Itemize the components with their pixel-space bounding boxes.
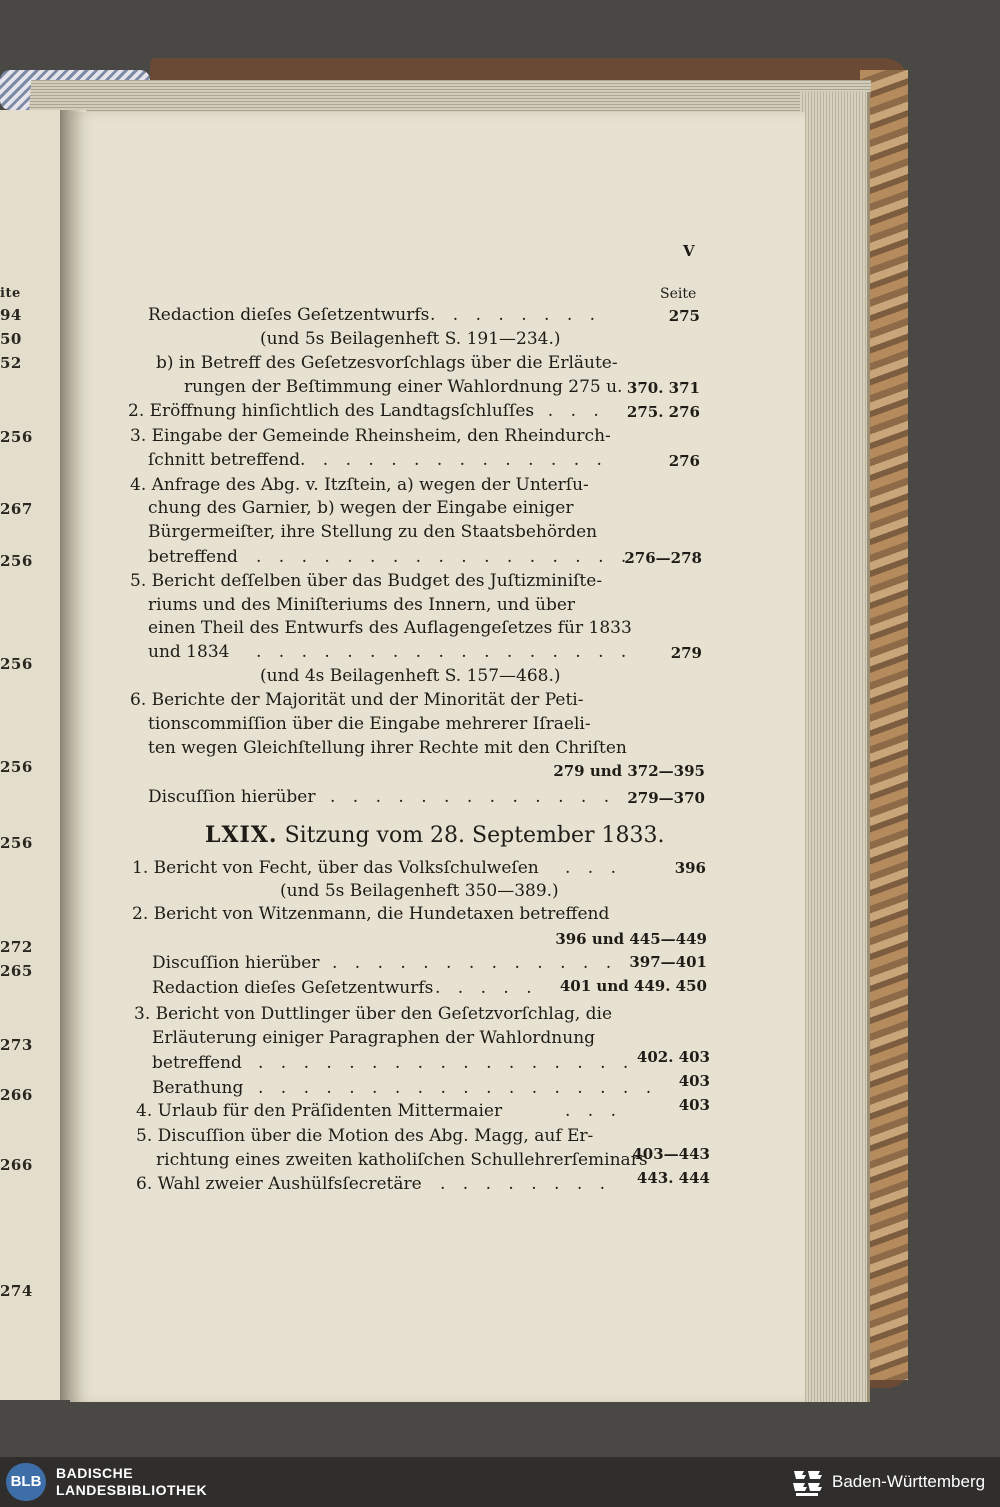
toc-entry-text: (und 5s Beilagenheft S. 191—234.) [260,329,561,349]
library-name-line2: LANDESBIBLIOTHEK [56,1482,208,1498]
toc-entry-text: 6. Wahl zweier Aushülfsſecretäre [136,1174,422,1194]
toc-page-ref: 275 [668,307,700,325]
session-title: Sitzung vom 28. September 1833. [284,823,665,848]
toc-entry-text: Bürgermeiſter, ihre Stellung zu den Staatsbehörden [148,522,598,542]
toc-leader-dots: . . . . . . . . . . . . . . . . . [256,642,633,662]
left-page-number: 256 [0,552,33,570]
toc-entry-text: Discuſſion hierüber [152,953,320,973]
left-page-number: 273 [0,1036,33,1054]
toc-entry-text: 3. Eingabe der Gemeinde Rheinsheim, den Rheindurch- [130,426,611,446]
left-page-number: 256 [0,758,33,776]
toc-page-ref: 396 [674,859,706,877]
toc-entry-text: richtung eines zweiten katholiſchen Schullehrerſeminars [156,1150,648,1170]
toc-entry-text: rungen der Beſtimmung einer Wahlordnung 275 u. [184,377,623,397]
toc-entry-text: 2. Bericht von Witzenmann, die Hundetaxen betreffend [132,904,610,924]
toc-entry-text: betreffend [148,547,238,567]
toc-leader-dots: . . . . . . . . . . . . . [332,953,618,973]
toc-entry-text: 6. Berichte der Majorität und der Minorität der Peti- [130,690,584,710]
toc-leader-dots: . . . . . . . . [430,305,602,325]
toc-entry-text: Discuſſion hierüber [148,787,316,807]
toc-page-ref: 279 [670,644,702,662]
blb-logo[interactable]: BLB [6,1463,46,1501]
toc-entry-text: (und 4s Beilagenheft S. 157—468.) [260,666,561,686]
coat-of-arms-icon [790,1465,824,1499]
toc-page-ref: 403—443 [632,1145,710,1163]
toc-entry-text: (und 5s Beilagenheft 350—389.) [280,881,559,901]
toc-entry-text: und 1834 [148,642,230,662]
toc-entry-text: 3. Bericht von Duttlinger über den Geſetzvorſchlag, die [134,1004,613,1024]
toc-entry-text: Berathung [152,1078,244,1098]
toc-page-ref: 279 und 372—395 [553,762,705,780]
page-block-fore-edge [800,92,870,1402]
left-page-number: 266 [0,1156,33,1174]
left-page-number: 256 [0,428,33,446]
toc-page-ref: 403 [678,1072,710,1090]
seite-label: Seite [660,286,697,302]
toc-page-ref: 403 [678,1096,710,1114]
toc-entry-text: einen Theil des Entwurfs des Auflagengeſetzes für 1833 [148,618,632,638]
left-page-number: 274 [0,1282,33,1300]
left-page-number: 256 [0,655,33,673]
toc-page-ref: 276 [668,452,700,470]
toc-leader-dots: . . . . . . . . . . . . . . . . . [258,1053,635,1073]
library-name[interactable] [56,1465,207,1499]
toc-leader-dots: . . . . . . . . . . . . . . . . . . [258,1078,658,1098]
toc-leader-dots: . . . . . [435,978,538,998]
footer-bar [0,1457,1000,1507]
toc-page-ref: 402. 403 [636,1048,710,1066]
session-roman-numeral: LXIX. [205,822,278,848]
left-header-fragment: ite [0,286,21,301]
toc-entry-text: ſchnitt betreffend [148,450,301,470]
toc-entry-text: 2. Eröffnung hinſichtlich des Landtagsſchluſſes [128,401,535,421]
toc-entry-text: 1. Bericht von Fecht, über das Volksſchulweſen [132,858,539,878]
toc-entry-text: Redaction dieſes Geſetzentwurfs [152,978,434,998]
page-block-top-edge [29,80,872,116]
toc-entry-text: chung des Garnier, b) wegen der Eingabe einiger [148,498,574,518]
toc-leader-dots: . . . [565,858,623,878]
toc-page-ref: 396 und 445—449 [555,930,707,948]
page-marker: V [683,242,695,260]
toc-entry-text: 5. Bericht deſſelben über das Budget des Juſtizminiſte- [130,571,603,591]
left-page-number: 52 [0,354,22,372]
toc-leader-dots: . . . . [525,401,605,421]
toc-entry-text: 5. Discuſſion über die Motion des Abg. Magg, auf Er- [136,1126,594,1146]
toc-entry-text: Erläuterung einiger Paragraphen der Wahlordnung [152,1028,596,1048]
toc-entry-text: tionscommiſſion über die Eingabe mehrerer Iſraeli- [148,714,591,734]
left-page-number: 266 [0,1086,33,1104]
toc-leader-dots: . . . . . . . . . . . . . . . . . [256,547,633,567]
toc-page-ref: 397—401 [629,953,707,971]
toc-leader-dots: . . . [565,1101,623,1121]
left-page-number: 272 [0,938,33,956]
toc-leader-dots: . . . . . . . . . . . . . . [300,450,608,470]
toc-entry-text: 4. Anfrage des Abg. v. Itzſtein, a) wegen der Unterſu- [130,475,589,495]
toc-page-ref: 279—370 [627,789,705,807]
toc-page-ref: 275. 276 [626,403,700,421]
toc-leader-dots: . . . . . . . . . . . . . [330,787,616,807]
left-page-number: 256 [0,834,33,852]
toc-entry-text: betreffend [152,1053,242,1073]
state-name[interactable]: Baden-Württemberg [832,1472,986,1491]
left-page-number: 267 [0,500,33,518]
toc-entry-text: riums und des Miniſteriums des Innern, und über [148,595,576,615]
left-page-number: 94 [0,306,22,324]
toc-page-ref: 276—278 [624,549,702,567]
left-page-number: 265 [0,962,33,980]
toc-entry-text: ten wegen Gleichſtellung ihrer Rechte mit den Chriſten [148,738,627,758]
toc-page-ref: 401 und 449. 450 [559,977,707,995]
library-name-line1: BADISCHE [56,1465,134,1481]
toc-entry-text: b) in Betreff des Geſetzesvorſchlags über die Erläute- [156,353,618,373]
toc-leader-dots: . . . . . . . . [440,1174,612,1194]
toc-entry-text: Redaction dieſes Geſetzentwurfs [148,305,430,325]
toc-page-ref: 443. 444 [636,1169,710,1187]
session-heading [205,822,665,848]
toc-page-ref: 370. 371 [626,379,700,397]
left-page-number: 50 [0,330,22,348]
toc-entry-text: 4. Urlaub für den Präſidenten Mittermaier [136,1101,503,1121]
